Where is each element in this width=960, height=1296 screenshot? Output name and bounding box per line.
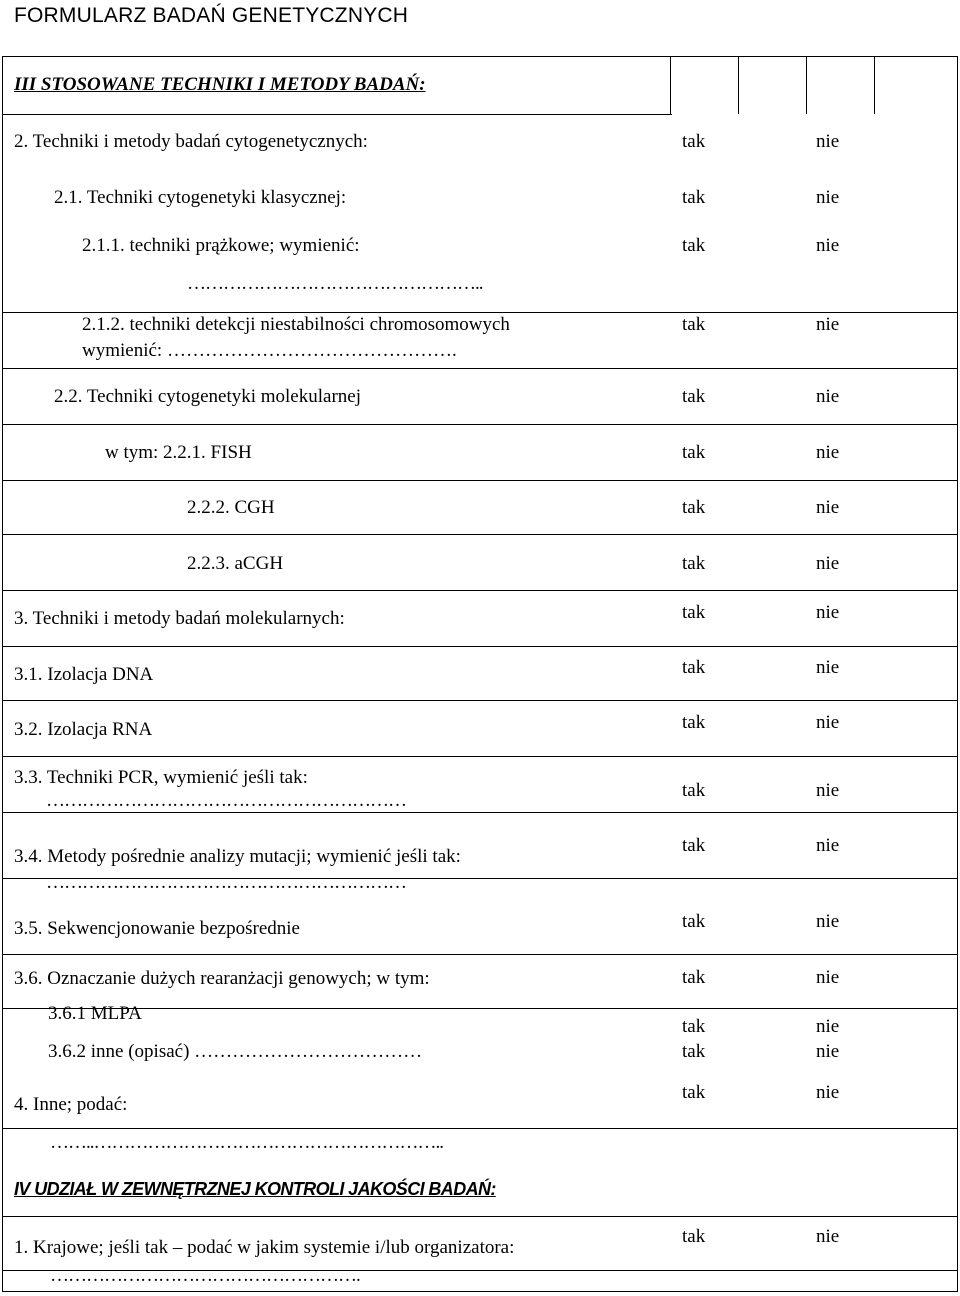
row-label: 3. Techniki i metody badań molekularnych: bbox=[14, 608, 345, 629]
genetic-tests-form bbox=[2, 56, 958, 1292]
option-yes[interactable]: tak bbox=[682, 553, 706, 574]
row-divider bbox=[2, 424, 958, 425]
row-divider bbox=[2, 954, 958, 955]
row-divider bbox=[2, 756, 958, 757]
form-left-border bbox=[2, 56, 3, 1292]
option-yes[interactable]: tak bbox=[682, 835, 706, 856]
option-no[interactable]: nie bbox=[816, 1041, 840, 1062]
option-yes[interactable]: tak bbox=[682, 780, 706, 801]
option-yes[interactable]: tak bbox=[682, 442, 706, 463]
row-label: 2.2. Techniki cytogenetyki molekularnej bbox=[54, 386, 361, 407]
row-dots[interactable]: …………………………………………………… bbox=[46, 872, 406, 893]
row-divider bbox=[2, 1128, 958, 1129]
option-yes[interactable]: tak bbox=[682, 497, 706, 518]
option-no[interactable]: nie bbox=[816, 780, 840, 801]
option-no[interactable]: nie bbox=[816, 386, 840, 407]
row-dots[interactable]: …………………………………………………… bbox=[46, 790, 406, 811]
option-yes[interactable]: tak bbox=[682, 1082, 706, 1103]
row-label: 2.1. Techniki cytogenetyki klasycznej: bbox=[54, 187, 347, 208]
header-row-divider bbox=[2, 114, 672, 115]
form-right-border bbox=[957, 56, 958, 1292]
option-yes[interactable]: tak bbox=[682, 712, 706, 733]
option-no[interactable]: nie bbox=[816, 835, 840, 856]
row-label-continued[interactable]: wymienić: ………………………………………. bbox=[82, 340, 457, 361]
option-yes[interactable]: tak bbox=[682, 1016, 706, 1037]
option-no[interactable]: nie bbox=[816, 712, 840, 733]
option-yes[interactable]: tak bbox=[682, 967, 706, 988]
row-label: 2. Techniki i metody badań cytogenetycznych: bbox=[14, 131, 368, 152]
row-dots[interactable]: ………………………………………….. bbox=[187, 273, 483, 294]
row-label: 3.2. Izolacja RNA bbox=[14, 719, 153, 740]
option-yes[interactable]: tak bbox=[682, 1226, 706, 1247]
column-divider bbox=[874, 56, 875, 114]
form-top-border bbox=[2, 56, 958, 57]
row-divider bbox=[2, 812, 958, 813]
option-yes[interactable]: tak bbox=[682, 911, 706, 932]
option-yes[interactable]: tak bbox=[682, 187, 706, 208]
row-label: 2.1.2. techniki detekcji niestabilności chromosomowych bbox=[82, 314, 510, 335]
row-divider bbox=[2, 312, 958, 313]
row-label: 3.3. Techniki PCR, wymienić jeśli tak: bbox=[14, 767, 308, 788]
row-dots[interactable]: ……..………………………………………………….. bbox=[50, 1132, 443, 1153]
option-no[interactable]: nie bbox=[816, 131, 840, 152]
row-divider bbox=[2, 480, 958, 481]
column-divider bbox=[738, 56, 739, 114]
row-label: 3.6. Oznaczanie dużych rearanżacji genowych; w tym: bbox=[14, 968, 430, 989]
row-label: w tym: 2.2.1. FISH bbox=[105, 442, 252, 463]
option-yes[interactable]: tak bbox=[682, 235, 706, 256]
form-bottom-border bbox=[2, 1291, 958, 1292]
option-no[interactable]: nie bbox=[816, 497, 840, 518]
section-title: III STOSOWANE TECHNIKI I METODY BADAŃ: bbox=[14, 74, 426, 95]
section-title: IV UDZIAŁ W ZEWNĘTRZNEJ KONTROLI JAKOŚCI BADAŃ: bbox=[14, 1179, 496, 1199]
row-label: 2.1.1. techniki prążkowe; wymienić: bbox=[82, 235, 360, 256]
row-divider bbox=[2, 368, 958, 369]
row-label: 3.5. Sekwencjonowanie bezpośrednie bbox=[14, 918, 300, 939]
option-yes[interactable]: tak bbox=[682, 386, 706, 407]
row-divider bbox=[2, 646, 958, 647]
row-label: 2.2.2. CGH bbox=[187, 497, 275, 518]
row-label[interactable]: 3.6.2 inne (opisać) ……………………………… bbox=[48, 1041, 423, 1062]
row-label: 3.1. Izolacja DNA bbox=[14, 664, 154, 685]
option-yes[interactable]: tak bbox=[682, 657, 706, 678]
option-no[interactable]: nie bbox=[816, 1082, 840, 1103]
row-divider bbox=[2, 700, 958, 701]
row-divider bbox=[2, 1216, 958, 1217]
row-label: 2.2.3. aCGH bbox=[187, 553, 284, 574]
row-label: 4. Inne; podać: bbox=[14, 1094, 128, 1115]
option-no[interactable]: nie bbox=[816, 1226, 840, 1247]
column-divider bbox=[670, 56, 671, 114]
option-no[interactable]: nie bbox=[816, 235, 840, 256]
option-no[interactable]: nie bbox=[816, 442, 840, 463]
option-no[interactable]: nie bbox=[816, 1016, 840, 1037]
row-divider bbox=[2, 534, 958, 535]
column-divider bbox=[806, 56, 807, 114]
option-yes[interactable]: tak bbox=[682, 602, 706, 623]
row-divider bbox=[2, 590, 958, 591]
row-label: 1. Krajowe; jeśli tak – podać w jakim systemie i/lub organizatora: bbox=[14, 1237, 515, 1258]
option-yes[interactable]: tak bbox=[682, 131, 706, 152]
option-no[interactable]: nie bbox=[816, 911, 840, 932]
option-no[interactable]: nie bbox=[816, 967, 840, 988]
option-no[interactable]: nie bbox=[816, 187, 840, 208]
option-no[interactable]: nie bbox=[816, 553, 840, 574]
page-header: FORMULARZ BADAŃ GENETYCZNYCH bbox=[14, 4, 409, 27]
option-yes[interactable]: tak bbox=[682, 314, 706, 335]
option-no[interactable]: nie bbox=[816, 602, 840, 623]
row-label: 3.4. Metody pośrednie analizy mutacji; wymienić jeśli tak: bbox=[14, 846, 461, 867]
option-no[interactable]: nie bbox=[816, 314, 840, 335]
row-divider bbox=[2, 1008, 958, 1009]
option-yes[interactable]: tak bbox=[682, 1041, 706, 1062]
row-dots[interactable]: ……………………………………………. bbox=[50, 1265, 360, 1286]
option-no[interactable]: nie bbox=[816, 657, 840, 678]
row-label: 3.6.1 MLPA bbox=[48, 1003, 142, 1024]
